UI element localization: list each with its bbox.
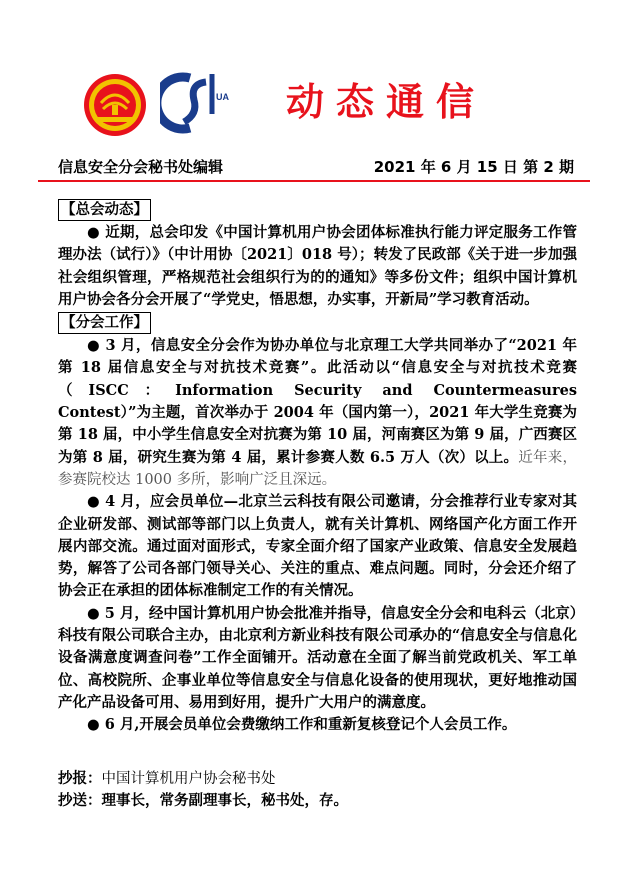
- date-and-issue: 2021 年 6 月 15 日 第 2 期: [373, 158, 574, 176]
- paragraph-text: ● 5 月，经中国计算机用户协会批准并指导，信息安全分会和电科云（北京）科技有限公司联合主办，由北京利方新业科技有限公司承办的“信息安全与信息化设备满意度调查问卷”工作全面铺开。活动意在全面了解当前党政机关、军工单位、高校院所、企事业单位等信息安全与信息化设备的使用现状，更好地推动国产化产品设备可用、易用到好用，提升广大用户的满意度。: [58, 604, 577, 711]
- editor-org: 信息安全分会秘书处编辑: [58, 158, 224, 176]
- section-tag-general: 【总会动态】: [58, 199, 151, 221]
- news-paragraph: [58, 714, 577, 736]
- news-paragraph: [58, 222, 577, 311]
- paragraph-text: ● 近期，总会印发《中国计算机用户协会团体标准执行能力评定服务工作管理办法（试行）》（中计用协〔2021〕018 号）；转发了民政部《关于进一步加强社会组织管理，严格规范社会组织行为的的通知》等多份文件；组织中国计算机用户协会各分会开展了“学党史，悟思想，办实事，开新局”学习教育活动。: [58, 224, 577, 308]
- news-paragraph: [58, 335, 577, 491]
- news-paragraph: [58, 491, 577, 602]
- report-to-line: [58, 768, 577, 790]
- paragraph-text: ● 4 月，应会员单位—北京兰云科技有限公司邀请，分会推荐行业专家对其企业研发部、测试部等部门以上负责人，就有关计算机、网络国产化方面工作开展内部交流。通过面对面形式，专家全面介绍了国家产业政策、信息安全发展趋势，解答了公司各部门领导关心、关注的重点、难点问题。同时，分会还介绍了协会正在承担的团体标准制定工作的有关情况。: [58, 493, 577, 600]
- association-emblem-logo: [83, 73, 147, 137]
- news-paragraph: [58, 603, 577, 714]
- svg-text:UA: UA: [216, 92, 229, 102]
- bulletin-body: [58, 198, 577, 737]
- section-branch-work: [58, 311, 577, 736]
- report-label: 抄报：: [58, 771, 102, 787]
- paragraph-gray-text: 近年来，参赛院校达 1000 多所，影响广泛且深远。: [58, 449, 577, 488]
- send-value: 理事长，常务副理事长，秘书处，存。: [101, 792, 348, 810]
- bulletin-title: 动态通信: [286, 80, 487, 124]
- copy-to-line: [58, 790, 577, 812]
- paragraph-text: ● 6 月,开展会员单位会费缴纳工作和重新复核登记个人会员工作。: [87, 716, 517, 734]
- section-tag-branch: 【分会工作】: [58, 312, 151, 334]
- distribution-footer: [58, 768, 577, 813]
- section-general-news: [58, 198, 577, 311]
- send-label: 抄送：: [58, 793, 102, 810]
- paragraph-text: ● 3 月，信息安全分会作为协办单位与北京理工大学共同举办了“2021 年第 18 届信息安全与对抗技术竞赛”。此活动以“信息安全与对抗技术竞赛（ISCC：Information Security and Countermeasures Contest）”为主题，首次举办于 2004 年（国内第一），2021 年大学生竞赛为第 18 届，中小学生信息安全对抗赛为第 10 届，河南赛区为第 9 届，广西赛区为第 8 届，研究生赛为第 4 届，累计参赛人数 6.5 万人（次）以上。: [58, 337, 577, 466]
- masthead-header: [0, 0, 631, 150]
- bulletin-info-line: [58, 157, 574, 177]
- header-divider: [38, 180, 590, 182]
- report-value: 中国计算机用户协会秘书处: [101, 771, 276, 787]
- csua-logo: [160, 70, 232, 136]
